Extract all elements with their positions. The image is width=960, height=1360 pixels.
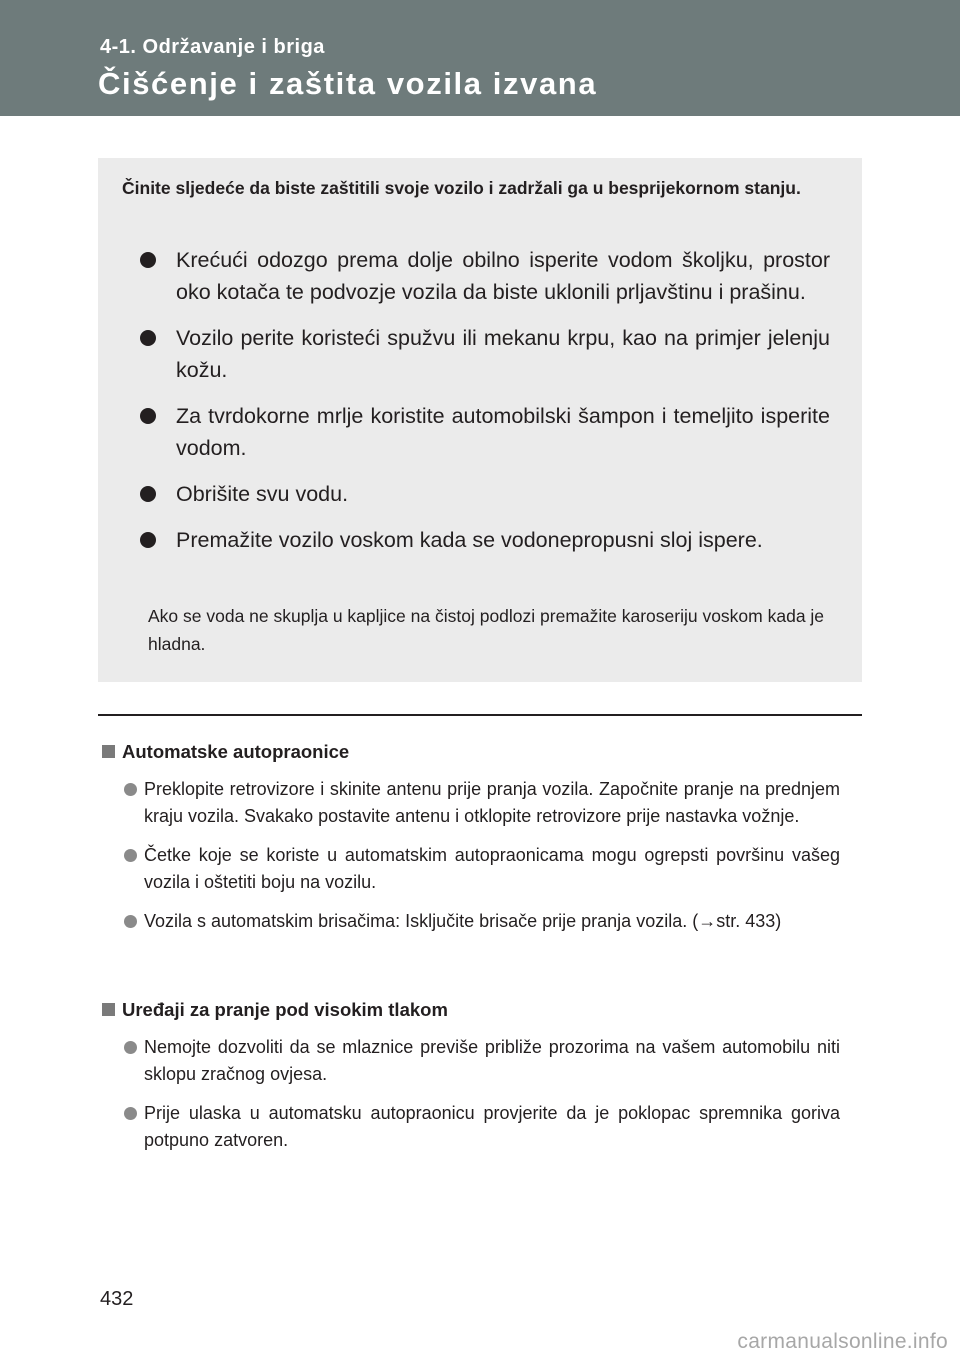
bullet-icon	[124, 1107, 137, 1120]
bullet-icon	[140, 252, 156, 268]
section-heading-pressure-washer: Uređaji za pranje pod visokim tlakom	[102, 998, 448, 1022]
page-title: Čišćenje i zaštita vozila izvana	[98, 66, 598, 101]
watermark: carmanualsonline.info	[737, 1330, 948, 1353]
intro-text: Činite sljedeće da biste zaštitili svoje vozilo i zadržali ga u besprijekornom stanju.	[122, 178, 801, 198]
wax-note: Ako se voda ne skuplja u kapljice na čistoj podlozi premažite karoseriju voskom kada je hladna.	[148, 606, 825, 654]
bullet-icon	[140, 330, 156, 346]
bullet-icon	[124, 783, 137, 796]
list-item: Prije ulaska u automatsku autopraonicu provjerite da je poklopac spremnika goriva potpuno zatvoren.	[124, 1100, 840, 1154]
list-item: Za tvrdokorne mrlje koristite automobilski šampon i temeljito isperite vodom.	[138, 400, 830, 464]
care-steps-list	[138, 244, 830, 570]
list-item: Krećući odozgo prema dolje obilno isperite vodom školjku, prostor oko kotača te podvozje vozila da biste uklonili prljavštinu i prašinu.	[138, 244, 830, 308]
square-bullet-icon	[102, 745, 115, 758]
bullet-icon	[124, 1041, 137, 1054]
bullet-icon	[140, 532, 156, 548]
chapter-header	[0, 0, 960, 116]
info-box	[98, 158, 862, 682]
list-item: Premažite vozilo voskom kada se vodonepropusni sloj ispere.	[138, 524, 830, 556]
divider	[98, 714, 862, 716]
list-item: Obrišite svu vodu.	[138, 478, 830, 510]
section-heading-car-wash: Automatske autopraonice	[102, 740, 349, 764]
bullet-icon	[140, 408, 156, 424]
list-item: Vozilo perite koristeći spužvu ili mekanu krpu, kao na primjer jelenju kožu.	[138, 322, 830, 386]
list-item: Preklopite retrovizore i skinite antenu prije pranja vozila. Započnite pranje na prednjem kraju vozila. Svakako postavite antenu i otklopite retrovizore prije nastavka vožnje.	[124, 776, 840, 830]
square-bullet-icon	[102, 1003, 115, 1016]
bullet-icon	[124, 915, 137, 928]
pressure-washer-list	[124, 1034, 840, 1166]
bullet-icon	[140, 486, 156, 502]
page-number: 432	[100, 1288, 134, 1310]
list-item: Vozila s automatskim brisačima: Isključite brisače prije pranja vozila. (→str. 433)	[124, 908, 840, 935]
list-item: Nemojte dozvoliti da se mlaznice previše približe prozorima na vašem automobilu niti sklopu zračnog ovjesa.	[124, 1034, 840, 1088]
section-label: 4-1. Održavanje i briga	[100, 36, 325, 58]
bullet-icon	[124, 849, 137, 862]
list-item: Četke koje se koriste u automatskim autopraonicama mogu ogrepsti površinu vašeg vozila i oštetiti boju na vozilu.	[124, 842, 840, 896]
car-wash-list	[124, 776, 840, 947]
